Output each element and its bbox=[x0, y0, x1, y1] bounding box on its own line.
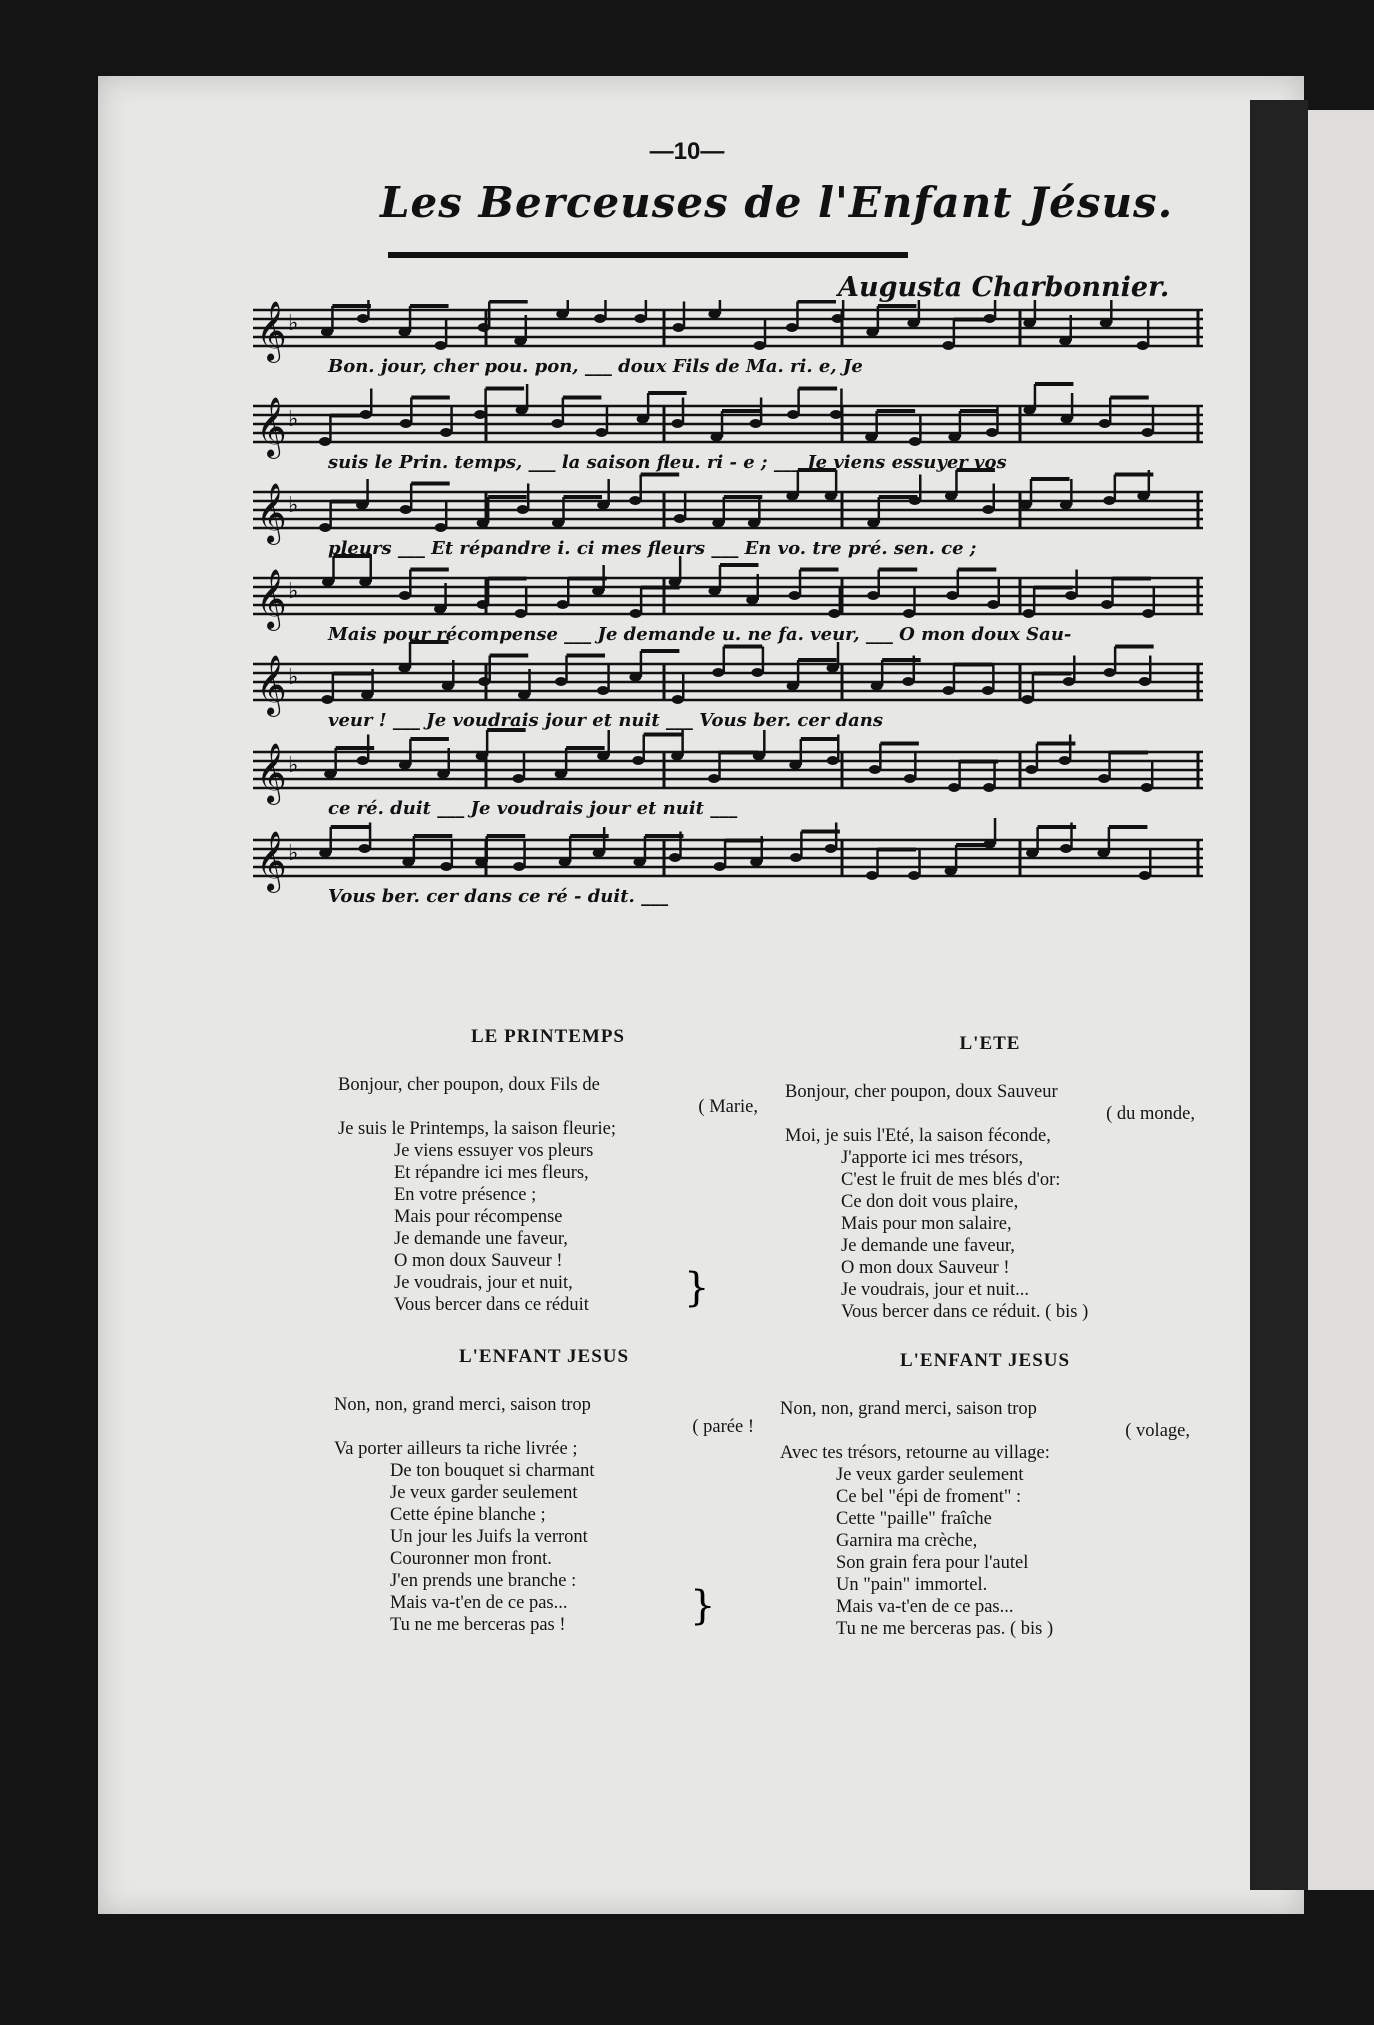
verse-line: Je viens essuyer vos pleurs bbox=[394, 1141, 594, 1161]
staff bbox=[253, 642, 1203, 717]
verse-line: Tu ne me berceras pas ! bbox=[390, 1615, 566, 1635]
note-head bbox=[871, 682, 883, 691]
verse-line: J'apporte ici mes trésors, bbox=[841, 1148, 1024, 1168]
note-head bbox=[1026, 849, 1038, 858]
note-head bbox=[787, 410, 799, 419]
staff bbox=[253, 384, 1203, 459]
flat-icon: ♭ bbox=[288, 752, 299, 777]
note-head bbox=[674, 514, 686, 523]
note-head bbox=[1142, 609, 1154, 618]
note-head bbox=[593, 849, 605, 858]
verse-line: O mon doux Sauveur ! bbox=[841, 1258, 1010, 1278]
staff-lyric: suis le Prin. temps, ___ la saison fleu. ri - e ; ___ Je viens essuyer vos bbox=[328, 452, 1007, 473]
note-head bbox=[1020, 501, 1032, 510]
note-head bbox=[478, 323, 490, 332]
note-head bbox=[517, 505, 529, 514]
note-head bbox=[357, 756, 369, 765]
note-head bbox=[633, 858, 645, 867]
note-head bbox=[708, 587, 720, 596]
note-head bbox=[1061, 415, 1073, 424]
treble-clef-icon: 𝄞 bbox=[256, 831, 287, 891]
note-head bbox=[827, 664, 839, 673]
ete-section bbox=[785, 1033, 1195, 1323]
note-head bbox=[435, 523, 447, 532]
note-head bbox=[477, 600, 489, 609]
note-head bbox=[514, 337, 526, 346]
verse-line: Mais va-t'en de ce pas... bbox=[390, 1593, 568, 1613]
note-head bbox=[1060, 844, 1072, 853]
note-head bbox=[789, 591, 801, 600]
note-head bbox=[632, 756, 644, 765]
verse-line: De ton bouquet si charmant bbox=[390, 1461, 595, 1481]
note-head bbox=[1060, 501, 1072, 510]
song-title: Les Berceuses de l'Enfant Jésus. bbox=[380, 178, 1174, 227]
note-head bbox=[512, 774, 524, 783]
verse-line: ( Marie, bbox=[698, 1097, 758, 1117]
note-head bbox=[516, 406, 528, 415]
note-head bbox=[400, 505, 412, 514]
note-head bbox=[982, 505, 994, 514]
note-head bbox=[1097, 849, 1109, 858]
note-head bbox=[672, 323, 684, 332]
note-head bbox=[557, 600, 569, 609]
printemps-title: LE PRINTEMPS bbox=[471, 1026, 625, 1047]
verse-line: Je demande une faveur, bbox=[841, 1236, 1015, 1256]
note-head bbox=[902, 677, 914, 686]
note-head bbox=[597, 752, 609, 761]
note-head bbox=[357, 314, 369, 323]
flat-icon: ♭ bbox=[288, 310, 299, 335]
note-head bbox=[356, 501, 368, 510]
note-head bbox=[361, 691, 373, 700]
verse-line: Tu ne me berceras pas. ( bis ) bbox=[836, 1619, 1054, 1639]
note-head bbox=[630, 609, 642, 618]
verse-line: Non, non, grand merci, saison trop bbox=[334, 1395, 591, 1415]
note-head bbox=[982, 686, 994, 695]
verse-line: Avec tes trésors, retourne au village: bbox=[780, 1443, 1050, 1463]
enfant-right-section bbox=[780, 1350, 1190, 1640]
note-head bbox=[400, 419, 412, 428]
verse-line: Non, non, grand merci, saison trop bbox=[780, 1399, 1037, 1419]
note-head bbox=[671, 752, 683, 761]
note-head bbox=[1137, 492, 1149, 501]
verse-line: Je veux garder seulement bbox=[836, 1465, 1024, 1485]
note-head bbox=[435, 341, 447, 350]
note-head bbox=[867, 519, 879, 528]
note-head bbox=[475, 858, 487, 867]
note-head bbox=[830, 410, 842, 419]
verse-line: Va porter ailleurs ta riche livrée ; bbox=[334, 1439, 578, 1459]
verse-line: Mais pour mon salaire, bbox=[841, 1214, 1012, 1234]
note-head bbox=[746, 596, 758, 605]
verse-line: Je veux garder seulement bbox=[390, 1483, 578, 1503]
note-head bbox=[402, 858, 414, 867]
note-head bbox=[786, 323, 798, 332]
note-head bbox=[319, 523, 331, 532]
flat-icon: ♭ bbox=[288, 492, 299, 517]
enfant-right-title: L'ENFANT JESUS bbox=[899, 1350, 1071, 1371]
note-head bbox=[827, 756, 839, 765]
note-head bbox=[1065, 591, 1077, 600]
note-head bbox=[787, 682, 799, 691]
note-head bbox=[825, 844, 837, 853]
verse-line: Bonjour, cher poupon, doux Sauveur bbox=[785, 1082, 1058, 1102]
note-head bbox=[552, 519, 564, 528]
note-head bbox=[948, 783, 960, 792]
note-head bbox=[440, 428, 452, 437]
note-head bbox=[321, 328, 333, 337]
note-head bbox=[1141, 783, 1153, 792]
note-head bbox=[904, 774, 916, 783]
note-head bbox=[1098, 774, 1110, 783]
verse-line: Cette "paille" fraîche bbox=[836, 1509, 992, 1529]
note-head bbox=[551, 419, 563, 428]
note-head bbox=[789, 761, 801, 770]
note-head bbox=[478, 677, 490, 686]
staff-lyric: Mais pour récompense ___ Je demande u. ne fa. veur, ___ O mon doux Sau- bbox=[328, 624, 1072, 645]
treble-clef-icon: 𝄞 bbox=[256, 483, 287, 543]
note-head bbox=[867, 591, 879, 600]
staff bbox=[253, 818, 1203, 893]
note-head bbox=[1103, 496, 1115, 505]
note-head bbox=[866, 328, 878, 337]
staff bbox=[253, 556, 1203, 631]
note-head bbox=[1101, 600, 1113, 609]
verse-line: Cette épine blanche ; bbox=[390, 1505, 546, 1525]
note-head bbox=[324, 770, 336, 779]
note-head bbox=[477, 519, 489, 528]
note-head bbox=[712, 519, 724, 528]
treble-clef-icon: 𝄞 bbox=[256, 569, 287, 629]
note-head bbox=[629, 673, 641, 682]
note-head bbox=[592, 587, 604, 596]
note-head bbox=[1139, 677, 1151, 686]
verse-line: ( parée ! bbox=[692, 1417, 754, 1437]
note-head bbox=[322, 578, 334, 587]
flat-icon: ♭ bbox=[288, 664, 299, 689]
staff-lyric: Bon. jour, cher pou. pon, ___ doux Fils de Ma. ri. e, Je bbox=[328, 356, 863, 377]
note-head bbox=[359, 844, 371, 853]
verse-line: Vous bercer dans ce réduit bbox=[394, 1295, 589, 1315]
verse-line: Son grain fera pour l'autel bbox=[836, 1553, 1029, 1573]
note-head bbox=[1063, 677, 1075, 686]
note-head bbox=[360, 410, 372, 419]
staff bbox=[253, 470, 1203, 545]
note-head bbox=[634, 314, 646, 323]
note-head bbox=[754, 341, 766, 350]
verse-line: Et répandre ici mes fleurs, bbox=[394, 1163, 589, 1183]
note-head bbox=[984, 314, 996, 323]
staff bbox=[253, 300, 1203, 363]
note-head bbox=[440, 862, 452, 871]
note-head bbox=[555, 770, 567, 779]
note-head bbox=[790, 853, 802, 862]
note-head bbox=[711, 433, 723, 442]
note-head bbox=[825, 492, 837, 501]
book-spine bbox=[1250, 100, 1308, 1890]
verse-line: Ce bel "épi de froment" : bbox=[836, 1487, 1022, 1507]
note-head bbox=[672, 419, 684, 428]
note-head bbox=[1021, 695, 1033, 704]
note-head bbox=[748, 519, 760, 528]
verse-line: C'est le fruit de mes blés d'or: bbox=[841, 1170, 1061, 1190]
verse-line: ( du monde, bbox=[1106, 1104, 1195, 1124]
verse-line: Mais pour récompense bbox=[394, 1207, 563, 1227]
note-head bbox=[399, 591, 411, 600]
composer-name: Augusta Charbonnier. bbox=[838, 272, 1170, 303]
note-head bbox=[474, 410, 486, 419]
note-head bbox=[984, 840, 996, 849]
flat-icon: ♭ bbox=[288, 406, 299, 431]
staff-lyric: veur ! ___ Je voudrais jour et nuit ___ Vous ber. cer dans bbox=[328, 710, 884, 731]
verse-line: Couronner mon front. bbox=[390, 1549, 552, 1569]
note-head bbox=[399, 328, 411, 337]
note-head bbox=[983, 783, 995, 792]
note-head bbox=[908, 871, 920, 880]
note-head bbox=[1099, 419, 1111, 428]
note-head bbox=[1059, 756, 1071, 765]
verse-line: Un jour les Juifs la verront bbox=[390, 1527, 588, 1547]
note-head bbox=[828, 609, 840, 618]
ete-title: L'ETE bbox=[959, 1033, 1021, 1054]
note-head bbox=[909, 496, 921, 505]
verse-line: Je voudrais, jour et nuit... bbox=[841, 1280, 1030, 1300]
note-head bbox=[437, 770, 449, 779]
note-head bbox=[672, 695, 684, 704]
note-head bbox=[942, 686, 954, 695]
verse-line: ( volage, bbox=[1125, 1421, 1190, 1441]
note-head bbox=[946, 591, 958, 600]
note-head bbox=[832, 314, 844, 323]
page-number: —10— bbox=[649, 138, 725, 165]
verse-line: Je voudrais, jour et nuit, bbox=[394, 1273, 573, 1293]
flat-icon: ♭ bbox=[288, 840, 299, 865]
note-head bbox=[751, 668, 763, 677]
note-head bbox=[637, 415, 649, 424]
note-head bbox=[987, 600, 999, 609]
note-head bbox=[319, 437, 331, 446]
note-head bbox=[1023, 406, 1035, 415]
note-head bbox=[321, 695, 333, 704]
note-head bbox=[907, 319, 919, 328]
note-head bbox=[708, 774, 720, 783]
enfant-left-title: L'ENFANT JESUS bbox=[458, 1346, 630, 1367]
note-head bbox=[708, 310, 720, 319]
verse-line: Moi, je suis l'Eté, la saison féconde, bbox=[785, 1126, 1051, 1146]
note-head bbox=[903, 609, 915, 618]
note-head bbox=[1137, 341, 1149, 350]
note-head bbox=[597, 501, 609, 510]
title-underline bbox=[388, 252, 908, 258]
note-head bbox=[750, 858, 762, 867]
note-head bbox=[595, 428, 607, 437]
note-head bbox=[597, 686, 609, 695]
staff bbox=[253, 730, 1203, 805]
note-head bbox=[948, 433, 960, 442]
note-head bbox=[866, 871, 878, 880]
note-head bbox=[359, 578, 371, 587]
note-head bbox=[476, 752, 488, 761]
note-head bbox=[865, 433, 877, 442]
note-head bbox=[1023, 319, 1035, 328]
note-head bbox=[1141, 428, 1153, 437]
note-head bbox=[1023, 609, 1035, 618]
note-head bbox=[555, 677, 567, 686]
verse-line: Bonjour, cher poupon, doux Fils de bbox=[338, 1075, 600, 1095]
note-head bbox=[669, 578, 681, 587]
note-head bbox=[515, 609, 527, 618]
verse-line: Vous bercer dans ce réduit. ( bis ) bbox=[841, 1302, 1089, 1322]
treble-clef-icon: 𝄞 bbox=[256, 655, 287, 715]
note-head bbox=[945, 867, 957, 876]
note-head bbox=[1139, 871, 1151, 880]
note-head bbox=[399, 761, 411, 770]
verse-line: Un "pain" immortel. bbox=[836, 1575, 988, 1595]
note-head bbox=[712, 668, 724, 677]
note-head bbox=[629, 496, 641, 505]
note-head bbox=[518, 691, 530, 700]
verse-line: Je demande une faveur, bbox=[394, 1229, 568, 1249]
note-head bbox=[1104, 668, 1116, 677]
note-head bbox=[594, 314, 606, 323]
note-head bbox=[319, 849, 331, 858]
treble-clef-icon: 𝄞 bbox=[256, 301, 287, 361]
verse-line: En votre présence ; bbox=[394, 1185, 537, 1205]
verse-line: Ce don doit vous plaire, bbox=[841, 1192, 1019, 1212]
note-head bbox=[556, 310, 568, 319]
verse-line: J'en prends une branche : bbox=[390, 1571, 577, 1591]
staff-lyric: pleurs ___ Et répandre i. ci mes fleurs ___ En vo. tre pré. sen. ce ; bbox=[328, 538, 977, 559]
note-head bbox=[559, 858, 571, 867]
repeat-brace: } bbox=[684, 1265, 710, 1311]
note-head bbox=[399, 664, 411, 673]
note-head bbox=[750, 419, 762, 428]
note-head bbox=[714, 862, 726, 871]
note-head bbox=[1100, 319, 1112, 328]
note-head bbox=[986, 428, 998, 437]
treble-clef-icon: 𝄞 bbox=[256, 397, 287, 457]
verse-line: Mais va-t'en de ce pas... bbox=[836, 1597, 1014, 1617]
verse-line: Garnira ma crèche, bbox=[836, 1531, 978, 1551]
note-head bbox=[442, 682, 454, 691]
verse-line: Je suis le Printemps, la saison fleurie; bbox=[338, 1119, 616, 1139]
verse-line: O mon doux Sauveur ! bbox=[394, 1251, 563, 1271]
note-head bbox=[1025, 765, 1037, 774]
staff-lyric: ce ré. duit ___ Je voudrais jour et nuit ___ bbox=[328, 798, 738, 819]
note-head bbox=[945, 492, 957, 501]
note-head bbox=[753, 752, 765, 761]
note-head bbox=[1059, 337, 1071, 346]
staff-lyric: Vous ber. cer dans ce ré - duit. ___ bbox=[328, 886, 669, 907]
note-head bbox=[909, 437, 921, 446]
note-head bbox=[869, 765, 881, 774]
note-head bbox=[786, 492, 798, 501]
repeat-brace: } bbox=[690, 1583, 716, 1629]
note-head bbox=[942, 341, 954, 350]
note-head bbox=[513, 862, 525, 871]
flat-icon: ♭ bbox=[288, 578, 299, 603]
note-head bbox=[434, 605, 446, 614]
treble-clef-icon: 𝄞 bbox=[256, 743, 287, 803]
note-head bbox=[669, 853, 681, 862]
